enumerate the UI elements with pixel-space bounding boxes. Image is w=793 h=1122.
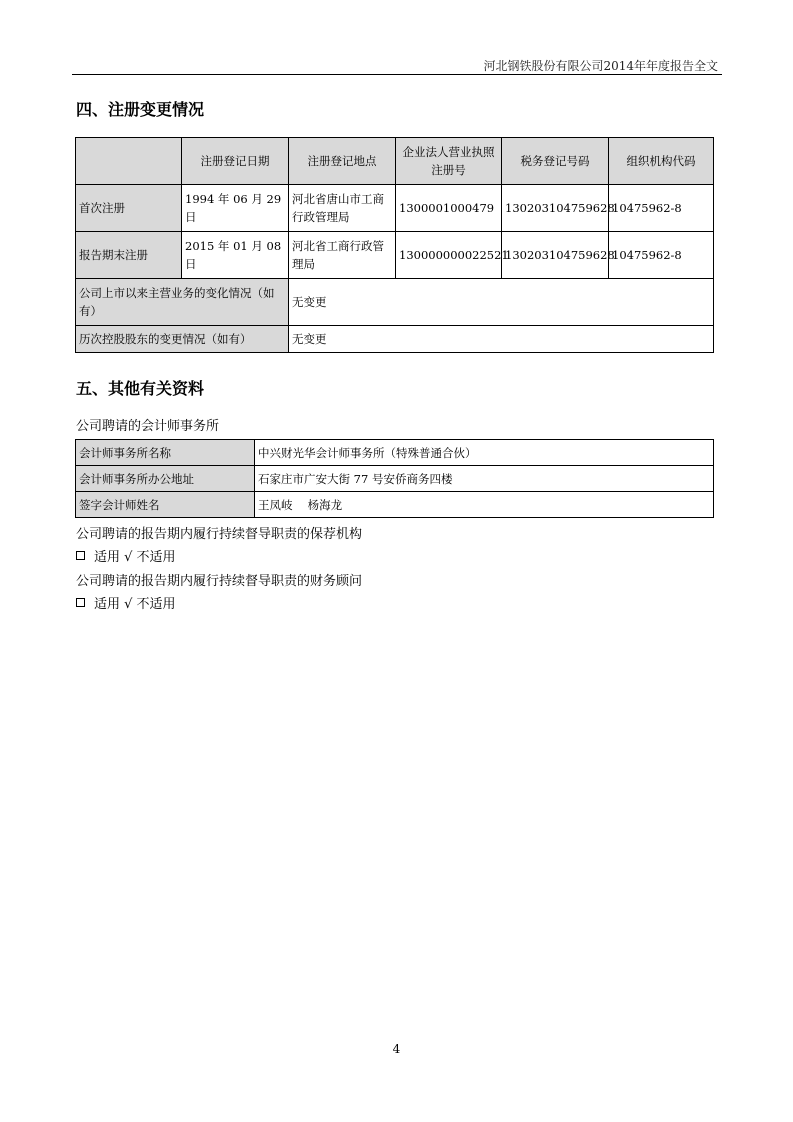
cell-license: 1300001000479 xyxy=(396,185,502,232)
section-5-title: 五、其他有关资料 xyxy=(76,379,205,398)
cell-place: 河北省唐山市工商行政管理局 xyxy=(289,185,396,232)
table-row xyxy=(76,185,714,232)
sponsor-label: 公司聘请的报告期内履行持续督导职责的保荐机构 xyxy=(76,527,363,542)
cell-date: 1994 年 06 月 29 日 xyxy=(182,185,289,232)
header-cell-license: 企业法人营业执照注册号 xyxy=(396,138,502,185)
registration-change-table xyxy=(75,137,714,353)
cell-license: 130000000022521 xyxy=(396,232,502,279)
signing-accountant-label: 签字会计师姓名 xyxy=(76,492,255,518)
header-divider xyxy=(72,74,722,75)
row-label: 报告期末注册 xyxy=(76,232,182,279)
advisor-option: 适用 √ 不适用 xyxy=(94,597,176,612)
table-header-row xyxy=(76,138,714,185)
page-number: 4 xyxy=(392,1042,401,1056)
sponsor-option: 适用 √ 不适用 xyxy=(94,550,176,565)
checkbox-icon xyxy=(76,598,85,607)
header-cell-date: 注册登记日期 xyxy=(182,138,289,185)
accountant-intro: 公司聘请的会计师事务所 xyxy=(76,419,220,434)
checkbox-icon xyxy=(76,551,85,560)
table-row xyxy=(76,466,714,492)
accountant-table xyxy=(75,439,714,518)
business-change-label: 公司上市以来主营业务的变化情况（如有） xyxy=(76,279,289,326)
cell-org: 10475962-8 xyxy=(609,185,714,232)
report-header-title: 河北钢铁股份有限公司2014年年度报告全文 xyxy=(483,59,718,73)
cell-tax: 130203104759628 xyxy=(502,232,609,279)
advisor-option-line xyxy=(76,593,176,612)
shareholder-change-value: 无变更 xyxy=(289,326,714,353)
signing-accountant-value: 王凤岐 杨海龙 xyxy=(255,492,714,518)
table-row xyxy=(76,279,714,326)
header-cell-place: 注册登记地点 xyxy=(289,138,396,185)
accountant-name-value: 中兴财光华会计师事务所（特殊普通合伙） xyxy=(255,440,714,466)
table-row xyxy=(76,232,714,279)
table-row xyxy=(76,492,714,518)
section-4-title: 四、注册变更情况 xyxy=(76,100,205,119)
cell-date: 2015 年 01 月 08 日 xyxy=(182,232,289,279)
cell-place: 河北省工商行政管理局 xyxy=(289,232,396,279)
business-change-value: 无变更 xyxy=(289,279,714,326)
shareholder-change-label: 历次控股股东的变更情况（如有） xyxy=(76,326,289,353)
cell-tax: 130203104759628 xyxy=(502,185,609,232)
row-label: 首次注册 xyxy=(76,185,182,232)
accountant-address-value: 石家庄市广安大街 77 号安侨商务四楼 xyxy=(255,466,714,492)
accountant-address-label: 会计师事务所办公地址 xyxy=(76,466,255,492)
header-cell-blank xyxy=(76,138,182,185)
table-row xyxy=(76,440,714,466)
header-cell-org: 组织机构代码 xyxy=(609,138,714,185)
sponsor-option-line xyxy=(76,546,176,565)
table-row xyxy=(76,326,714,353)
advisor-label: 公司聘请的报告期内履行持续督导职责的财务顾问 xyxy=(76,574,363,589)
header-cell-tax: 税务登记号码 xyxy=(502,138,609,185)
cell-org: 10475962-8 xyxy=(609,232,714,279)
accountant-name-label: 会计师事务所名称 xyxy=(76,440,255,466)
